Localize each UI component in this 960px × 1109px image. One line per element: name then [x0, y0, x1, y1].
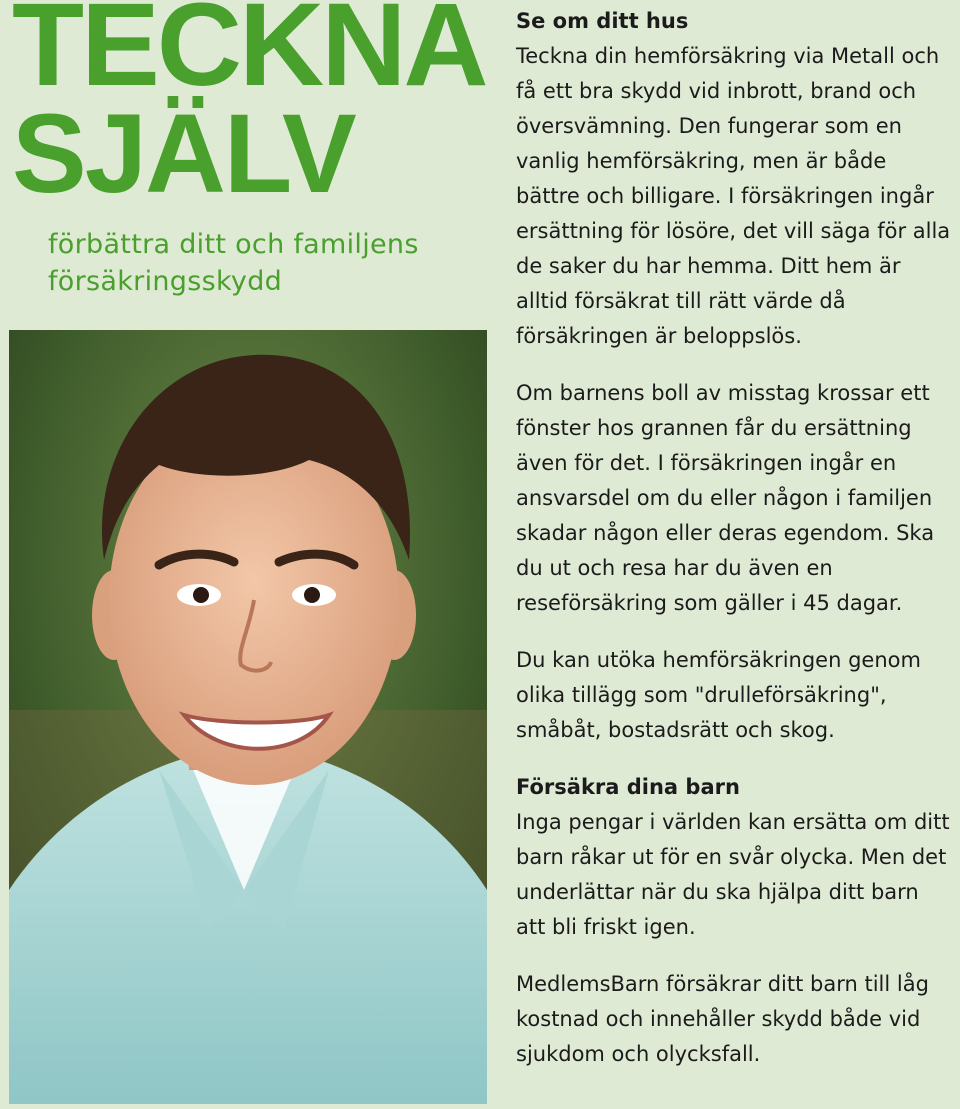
section-heading-house: Se om ditt hus: [516, 9, 689, 33]
subheading: förbättra ditt och familjens försäkringsskydd: [48, 229, 419, 297]
headline-line-1: TECKNA: [12, 0, 486, 111]
paragraph-children-1: Inga pengar i världen kan ersätta om ditt barn råkar ut för en svår olycka. Men det underlättar när du ska hjälpa ditt barn att bli friskt igen.: [516, 810, 950, 939]
headline: [12, 0, 486, 217]
paragraph-house-1: Teckna din hemförsäkring via Metall och få ett bra skydd vid inbrott, brand och översvämning. Den fungerar som en vanlig hemförsäkring, men är både bättre och billigare. I försäkringen ingår ersättning för lösöre, det vill säga för alla de saker du har hemma. Ditt hem är alltid försäkrat till rätt värde då försäkringen är beloppslös.: [516, 44, 951, 348]
section-heading-children: Försäkra dina barn: [516, 775, 740, 799]
portrait-photo: [9, 330, 487, 1104]
body-text-column: [516, 4, 954, 1072]
paragraph-children-2: MedlemsBarn försäkrar ditt barn till låg kostnad och innehåller skydd både vid sjukdom och olycksfall.: [516, 972, 929, 1066]
paragraph-house-2: Om barnens boll av misstag krossar ett fönster hos grannen får du ersättning även för det. I försäkringen ingår en ansvarsdel om du eller någon i familjen skadar någon eller deras egendom. Ska du ut och resa har du även en reseförsäkring som gäller i 45 dagar.: [516, 381, 935, 615]
headline-line-2: SJÄLV: [12, 91, 355, 217]
paragraph-house-3: Du kan utöka hemförsäkringen genom olika tillägg som "drulleförsäkring", småbåt, bostadsrätt och skog.: [516, 648, 921, 742]
